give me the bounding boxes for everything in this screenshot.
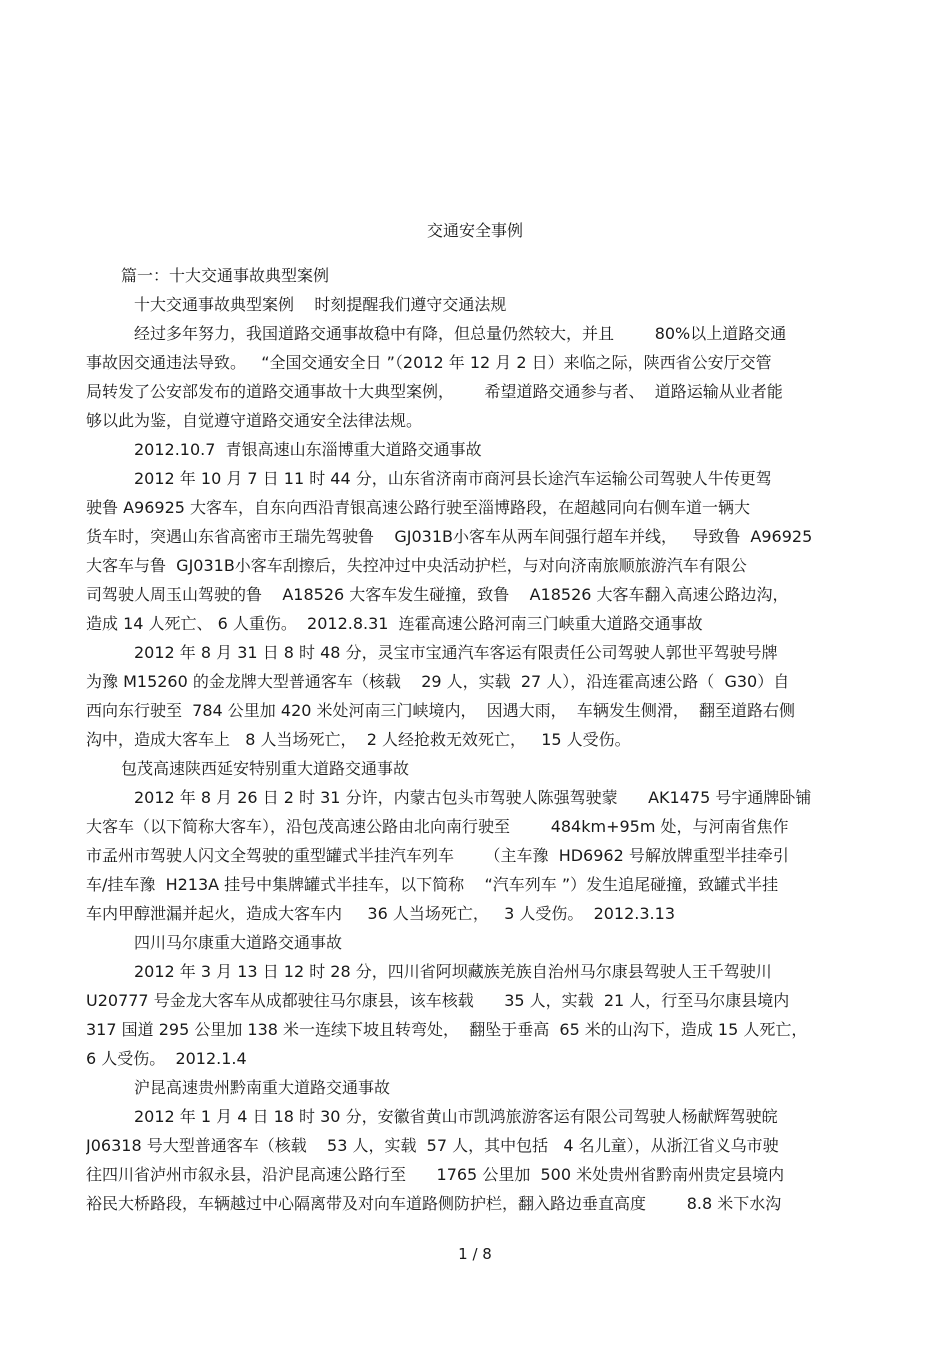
text-line: U20777 号金龙大客车从成都驶往马尔康县，该车核载 35 人，实载 21 人，行至马尔康县境内 (86, 991, 790, 1010)
document-title: 交通安全事例 (426, 221, 523, 240)
text-line: 2012 年 3 月 13 日 12 时 28 分，四川省阿坝藏族羌族自治州马尔康县驾驶人王千驾驶川 (134, 962, 772, 981)
text-line: 四川马尔康重大道路交通事故 (134, 933, 343, 952)
text-line: 十大交通事故典型案例 时刻提醒我们遵守交通法规 (134, 295, 507, 314)
text-line: 沪昆高速贵州黔南重大道路交通事故 (134, 1078, 391, 1097)
page-number: 1 / 8 (458, 1245, 492, 1263)
text-line: 西向东行驶至 784 公里加 420 米处河南三门峡境内， 因遇大雨， 车辆发生侧滑， 翻至道路右侧 (86, 701, 796, 720)
text-line: 2012 年 8 月 31 日 8 时 48 分，灵宝市宝通汽车客运有限责任公司驾驶人郭世平驾驶号牌 (134, 643, 778, 662)
text-line: 317 国道 295 公里加 138 米一连续下坡且转弯处， 翻坠于垂高 65 米的山沟下，造成 15 人死亡， (86, 1020, 808, 1039)
text-line: 车/挂车豫 H213A 挂号中集牌罐式半挂车，以下简称 “汽车列车 ”）发生追尾碰撞，致罐式半挂 (86, 875, 779, 894)
text-line: 篇一：十大交通事故典型案例 (121, 266, 330, 285)
text-line: 包茂高速陕西延安特别重大道路交通事故 (121, 759, 410, 778)
text-line: 经过多年努力，我国道路交通事故稳中有降，但总量仍然较大，并且 80%以上道路交通 (134, 324, 787, 343)
text-line: 2012 年 8 月 26 日 2 时 31 分许，内蒙古包头市驾驶人陈强驾驶蒙 AK1475 号宇通牌卧铺 (134, 788, 812, 807)
text-line: 大客车与鲁 GJ031B小客车刮擦后，失控冲过中央活动护栏，与对向济南旅顺旅游汽车有限公 (86, 556, 747, 575)
text-line: 驶鲁 A96925 大客车，自东向西沿青银高速公路行驶至淄博路段，在超越同向右侧车道一辆大 (86, 498, 751, 517)
text-line: 往四川省泸州市叙永县，沿沪昆高速公路行至 1765 公里加 500 米处贵州省黔南州贵定县境内 (86, 1165, 785, 1184)
text-line: 车内甲醇泄漏并起火，造成大客车内 36 人当场死亡， 3 人受伤。 2012.3.13 (86, 904, 676, 923)
text-line: 市孟州市驾驶人闪文全驾驶的重型罐式半挂汽车列车 （主车豫 HD6962 号解放牌重型半挂牵引 (86, 846, 789, 865)
text-line: 局转发了公安部发布的道路交通事故十大典型案例， 希望道路交通参与者、 道路运输从业者能 (86, 382, 783, 401)
text-line: 事故因交通违法导致。 “全国交通安全日 ”（2012 年 12 月 2 日）来临之际，陕西省公安厅交管 (86, 353, 772, 372)
text-line: 为豫 M15260 的金龙牌大型普通客车（核载 29 人，实载 27 人），沿连霍高速公路（ G30）自 (86, 672, 790, 691)
text-line: 裕民大桥路段，车辆越过中心隔离带及对向车道路侧防护栏，翻入路边垂直高度 8.8 米下水沟 (86, 1194, 782, 1213)
text-line: 大客车（以下简称大客车），沿包茂高速公路由北向南行驶至 484km+95m 处，与河南省焦作 (86, 817, 789, 836)
text-line: J06318 号大型普通客车（核载 53 人，实载 57 人，其中包括 4 名儿童），从浙江省义乌市驶 (86, 1136, 779, 1155)
text-line: 2012 年 10 月 7 日 11 时 44 分，山东省济南市商河县长途汽车运输公司驾驶人牛传更驾 (134, 469, 772, 488)
text-line: 6 人受伤。 2012.1.4 (86, 1049, 247, 1068)
text-line: 沟中，造成大客车上 8 人当场死亡， 2 人经抢救无效死亡， 15 人受伤。 (86, 730, 631, 749)
text-line: 2012 年 1 月 4 日 18 时 30 分，安徽省黄山市凯鸿旅游客运有限公司驾驶人杨献辉驾驶皖 (134, 1107, 778, 1126)
text-line: 司驾驶人周玉山驾驶的鲁 A18526 大客车发生碰撞，致鲁 A18526 大客车翻入高速公路边沟， (86, 585, 789, 604)
text-line: 造成 14 人死亡、 6 人重伤。 2012.8.31 连霍高速公路河南三门峡重大道路交通事故 (86, 614, 703, 633)
text-line: 够以此为鉴，自觉遵守道路交通安全法律法规。 (86, 411, 423, 430)
text-line: 货车时，突遇山东省高密市王瑞先驾驶鲁 GJ031B小客车从两车间强行超车并线， 导致鲁 A96925 (86, 527, 813, 546)
text-line: 2012.10.7 青银高速山东淄博重大道路交通事故 (134, 440, 482, 459)
